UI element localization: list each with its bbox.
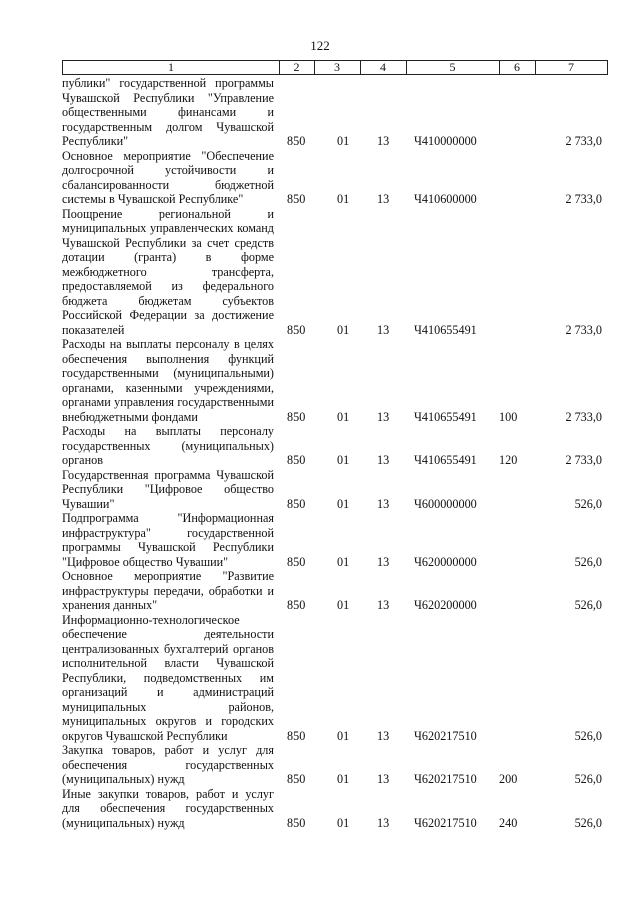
row-section: 01 xyxy=(337,409,350,424)
row-description: Государственная программа Чувашской Республики "Цифровое общество Чувашии" xyxy=(62,467,274,511)
row-subsection: 13 xyxy=(377,134,390,148)
row-description: публики" государственной программы Чувашской Республики "Управление общественными финансами и государственным долгом Чувашской Республики" xyxy=(62,76,274,148)
row-target-article: Ч620217510 xyxy=(414,728,477,743)
row-description: Закупка товаров, работ и услуг для обеспечения государственных (муниципальных) нужд xyxy=(62,743,274,786)
row-target-article: Ч410600000 xyxy=(414,192,477,206)
table-row xyxy=(62,337,608,424)
row-target-article: Ч410655491 xyxy=(414,453,477,467)
row-section: 01 xyxy=(337,453,350,467)
row-target-article: Ч410655491 xyxy=(414,322,477,337)
row-target-article: Ч410000000 xyxy=(414,134,477,148)
row-description: Информационно-технологическое обеспечение деятельности централизованных бухгалтерий органов исполнительной власти Чувашской Республики, подведомственных им организаций и администраций муниципальных районов, муниципальных округов и городских округов Чувашской Республики xyxy=(62,612,274,743)
row-section: 01 xyxy=(337,772,350,786)
table-row xyxy=(62,149,608,207)
row-subsection: 13 xyxy=(377,598,390,612)
row-description: Основное мероприятие "Обеспечение долгосрочной устойчивости и сбалансированности бюджетной системы в Чувашской Республике" xyxy=(62,148,274,206)
header-col-1: 1 xyxy=(168,60,174,74)
row-subsection: 13 xyxy=(377,496,390,511)
row-subsection: 13 xyxy=(377,192,390,206)
row-section: 01 xyxy=(337,134,350,148)
row-target-article: Ч620217510 xyxy=(414,772,477,786)
row-code-chapter: 850 xyxy=(287,815,306,830)
table-row xyxy=(62,787,608,831)
row-expense-type: 120 xyxy=(499,453,518,467)
row-amount: 2 733,0 xyxy=(565,453,602,467)
row-code-chapter: 850 xyxy=(287,192,306,206)
row-code-chapter: 850 xyxy=(287,772,306,786)
row-section: 01 xyxy=(337,554,350,569)
header-col-7: 7 xyxy=(568,60,574,74)
row-amount: 526,0 xyxy=(574,728,602,743)
table-row xyxy=(62,76,608,149)
table-header xyxy=(62,60,608,75)
row-amount: 2 733,0 xyxy=(565,134,602,148)
row-amount: 526,0 xyxy=(574,598,602,612)
row-code-chapter: 850 xyxy=(287,598,306,612)
row-amount: 2 733,0 xyxy=(565,409,602,424)
header-col-5: 5 xyxy=(449,60,456,74)
row-description: Расходы на выплаты персоналу в целях обеспечения выполнения функций государственными (муниципальными) органами, казенными учреждениями, органами управления государственными внебюджетными фондами xyxy=(62,337,274,424)
row-amount: 526,0 xyxy=(574,554,602,569)
header-col-2: 2 xyxy=(293,60,300,74)
row-description: Расходы на выплаты персоналу государственных (муниципальных) органов xyxy=(62,424,274,467)
row-section: 01 xyxy=(337,598,350,612)
header-col-3: 3 xyxy=(334,60,340,74)
table-row xyxy=(62,424,608,468)
row-subsection: 13 xyxy=(377,409,390,424)
row-amount: 2 733,0 xyxy=(565,322,602,337)
row-code-chapter: 850 xyxy=(287,409,306,424)
row-code-chapter: 850 xyxy=(287,728,306,743)
row-section: 01 xyxy=(337,815,350,830)
row-description: Иные закупки товаров, работ и услуг для обеспечения государственных (муниципальных) нужд xyxy=(62,786,274,830)
row-subsection: 13 xyxy=(377,554,390,569)
row-expense-type: 240 xyxy=(499,815,518,830)
table-row xyxy=(62,468,608,512)
table-row xyxy=(62,207,608,338)
row-amount: 526,0 xyxy=(574,815,602,830)
table-row xyxy=(62,569,608,613)
table-row xyxy=(62,511,608,569)
row-amount: 526,0 xyxy=(574,772,602,786)
row-section: 01 xyxy=(337,192,350,206)
row-expense-type: 200 xyxy=(499,772,518,786)
row-section: 01 xyxy=(337,322,350,337)
header-col-6: 6 xyxy=(514,60,520,74)
table-row xyxy=(62,743,608,787)
row-target-article: Ч620000000 xyxy=(414,554,477,569)
row-subsection: 13 xyxy=(377,453,390,467)
row-target-article: Ч620200000 xyxy=(414,598,477,612)
row-code-chapter: 850 xyxy=(287,554,306,569)
row-target-article: Ч620217510 xyxy=(414,815,477,830)
row-code-chapter: 850 xyxy=(287,453,306,467)
row-section: 01 xyxy=(337,728,350,743)
table-body xyxy=(62,76,608,830)
row-target-article: Ч410655491 xyxy=(414,409,477,424)
table-row xyxy=(62,613,608,744)
row-subsection: 13 xyxy=(377,728,390,743)
row-subsection: 13 xyxy=(377,815,390,830)
row-section: 01 xyxy=(337,496,350,511)
header-col-4: 4 xyxy=(380,60,386,74)
row-subsection: 13 xyxy=(377,322,390,337)
row-amount: 526,0 xyxy=(574,496,602,511)
row-amount: 2 733,0 xyxy=(565,192,602,206)
row-code-chapter: 850 xyxy=(287,496,306,511)
row-description: Поощрение региональной и муниципальных управленческих команд Чувашской Республики за счет средств дотации (гранта) в форме межбюджетного трансферта, предоставляемой из федерального бюджета бюджетам субъектов Российской Федерации за достижение показателей xyxy=(62,206,274,337)
row-subsection: 13 xyxy=(377,772,390,786)
page-number: 122 xyxy=(310,38,330,53)
row-description: Основное мероприятие "Развитие инфраструктуры передачи, обработки и хранения данных" xyxy=(62,569,274,612)
row-expense-type: 100 xyxy=(499,409,518,424)
row-description: Подпрограмма "Информационная инфраструктура" государственной программы Чувашской Республики "Цифровое общество Чувашии" xyxy=(62,511,274,569)
row-code-chapter: 850 xyxy=(287,322,306,337)
row-code-chapter: 850 xyxy=(287,134,306,148)
row-target-article: Ч600000000 xyxy=(414,496,477,511)
